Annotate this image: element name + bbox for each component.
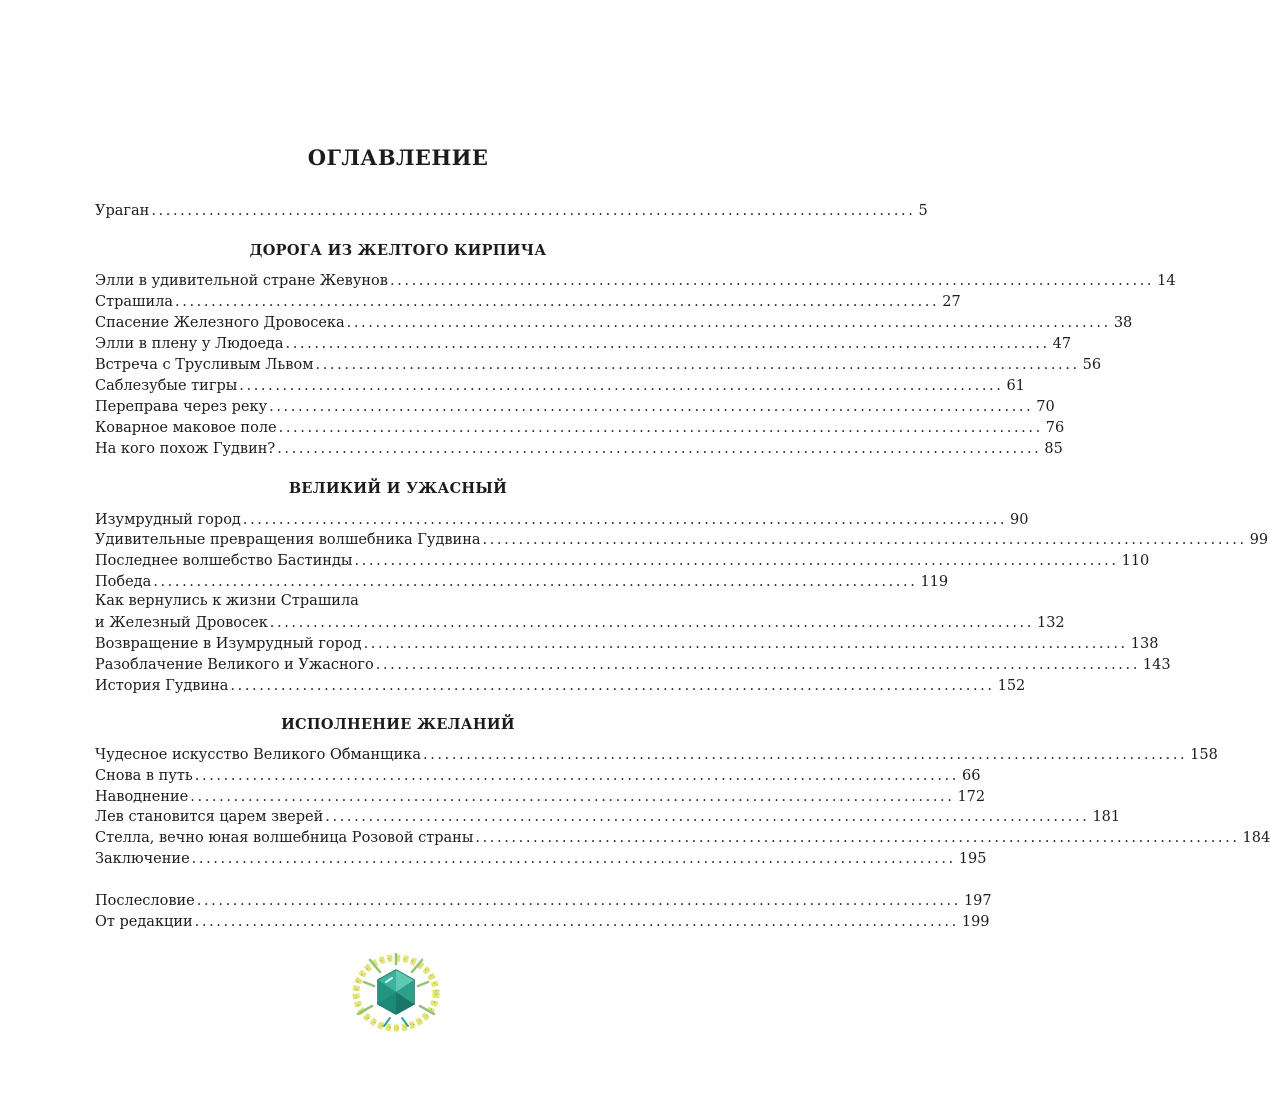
toc-entry-title: История Гудвина xyxy=(95,678,229,694)
dot-leader: .......................................................................................................... xyxy=(269,399,1034,415)
toc-entry-page: 90 xyxy=(1010,512,1029,528)
toc-entry[interactable] xyxy=(95,291,961,312)
toc-entry-title-line1: Как вернулись к жизни Страшила xyxy=(95,593,359,609)
toc-entry-title: Изумрудный город xyxy=(95,512,241,528)
dot-leader: .......................................................................................................... xyxy=(285,336,1050,352)
emerald-gem xyxy=(378,970,414,1014)
toc-entry[interactable] xyxy=(95,848,987,869)
toc-entry-title: Наводнение xyxy=(95,789,189,805)
toc-entry[interactable] xyxy=(95,417,1065,438)
toc-entry[interactable] xyxy=(95,744,1218,765)
toc-entry-page: 27 xyxy=(942,294,961,310)
toc-entry-page: 138 xyxy=(1130,636,1159,652)
toc-entry[interactable] xyxy=(95,375,1025,396)
dot-leader: .......................................................................................................... xyxy=(363,636,1128,652)
toc-entry-page: 110 xyxy=(1121,553,1150,569)
dot-leader: .......................................................................................................... xyxy=(151,203,916,219)
toc-entry-page: 158 xyxy=(1190,747,1218,763)
toc-entry-page: 99 xyxy=(1249,532,1269,548)
dot-leader: .......................................................................................................... xyxy=(194,914,959,930)
toc-entry-title: Спасение Железного Дровосека xyxy=(95,315,345,331)
toc-entry-page: 5 xyxy=(918,203,928,219)
toc-entry[interactable] xyxy=(95,765,981,786)
toc-entry-title: От редакции xyxy=(95,914,193,930)
toc-entry-editorial[interactable] xyxy=(95,911,990,932)
toc-entry-title: Чудесное искусство Великого Обманщика xyxy=(95,747,421,763)
toc-entry-page: 85 xyxy=(1044,441,1063,457)
toc-entry-title: Последнее волшебство Бастинды xyxy=(95,553,353,569)
toc-entry[interactable] xyxy=(95,550,1150,571)
dot-leader: .......................................................................................................... xyxy=(230,678,995,694)
toc-entry-page: 199 xyxy=(961,914,990,930)
toc-entry-title: Послесловие xyxy=(95,893,195,909)
toc-entry-page: 152 xyxy=(997,678,1026,694)
dot-leader: .......................................................................................................... xyxy=(475,830,1240,846)
dot-leader: .......................................................................................................... xyxy=(354,553,1119,569)
toc-entry-title: Элли в плену у Людоеда xyxy=(95,336,284,352)
toc-entry-title: Возвращение в Изумрудный город xyxy=(95,636,362,652)
section-heading: ВЕЛИКИЙ И УЖАСНЫЙ xyxy=(288,480,508,497)
toc-entry-title: Встреча с Трусливым Львом xyxy=(95,357,314,373)
toc-entry-page: 195 xyxy=(958,851,987,867)
dot-leader: .......................................................................................................... xyxy=(196,893,961,909)
section-heading: ИСПОЛНЕНИЕ ЖЕЛАНИЙ xyxy=(281,716,515,733)
toc-entry[interactable] xyxy=(95,354,1102,375)
toc-entry[interactable] xyxy=(95,571,949,592)
toc-entry[interactable] xyxy=(95,333,1072,354)
dot-leader: .......................................................................................................... xyxy=(423,747,1188,763)
toc-entry-title: и Железный Дровосек xyxy=(95,615,268,631)
dot-leader: .......................................................................................................... xyxy=(278,420,1043,436)
toc-entry-page: 66 xyxy=(961,768,981,784)
toc-entry-afterword[interactable] xyxy=(95,890,992,911)
toc-entry[interactable] xyxy=(95,633,1159,654)
dot-leader: .......................................................................................................... xyxy=(191,851,956,867)
dot-leader: .......................................................................................................... xyxy=(190,789,955,805)
dot-leader: .......................................................................................................... xyxy=(389,273,1155,289)
dot-leader: .......................................................................................................... xyxy=(269,615,1034,631)
toc-entry[interactable] xyxy=(95,675,1026,696)
dot-leader: .......................................................................................................... xyxy=(242,512,1008,528)
toc-entry[interactable] xyxy=(95,438,1063,459)
dot-leader: .......................................................................................................... xyxy=(375,657,1140,673)
toc-entry-title: Стелла, вечно юная волшебница Розовой страны xyxy=(95,830,474,846)
toc-entry[interactable] xyxy=(95,270,1176,291)
toc-entry-title: Разоблачение Великого и Ужасного xyxy=(95,657,374,673)
toc-entry[interactable] xyxy=(95,827,1270,848)
section-heading: ДОРОГА ИЗ ЖЕЛТОГО КИРПИЧА xyxy=(249,242,547,259)
toc-entry[interactable] xyxy=(95,529,1269,550)
toc-entry-page: 184 xyxy=(1242,830,1270,846)
toc-entry[interactable] xyxy=(95,312,1133,333)
toc-entry-page: 61 xyxy=(1006,378,1025,394)
dot-leader: .......................................................................................................... xyxy=(153,574,918,590)
toc-entry-page: 197 xyxy=(963,893,992,909)
toc-entry-title: На кого похож Гудвин? xyxy=(95,441,276,457)
toc-entry-page: 14 xyxy=(1157,273,1176,289)
toc-entry-title: Победа xyxy=(95,574,152,590)
toc-entry-page: 70 xyxy=(1036,399,1055,415)
toc-entry-title: Коварное маковое поле xyxy=(95,420,277,436)
toc-entry-uragan[interactable] xyxy=(95,200,928,221)
dot-leader: .......................................................................................................... xyxy=(175,294,940,310)
toc-entry-title: Удивительные превращения волшебника Гудвина xyxy=(95,532,481,548)
toc-entry[interactable] xyxy=(95,786,986,807)
toc-entry-page: 172 xyxy=(957,789,986,805)
toc-entry[interactable] xyxy=(95,396,1055,417)
dot-leader: .......................................................................................................... xyxy=(325,809,1090,825)
toc-entry-title: Заключение xyxy=(95,851,190,867)
toc-entry-title: Снова в путь xyxy=(95,768,193,784)
dot-leader: .......................................................................................................... xyxy=(194,768,959,784)
toc-entry-title: Саблезубые тигры xyxy=(95,378,238,394)
toc-entry-page: 132 xyxy=(1036,615,1065,631)
dot-leader: .......................................................................................................... xyxy=(482,532,1247,548)
toc-entry-title: Лев становится царем зверей xyxy=(95,809,324,825)
toc-entry[interactable] xyxy=(95,806,1121,827)
toc-entry-title: Страшила xyxy=(95,294,174,310)
toc-entry-page: 56 xyxy=(1082,357,1102,373)
dot-leader: .......................................................................................................... xyxy=(346,315,1111,331)
toc-entry[interactable] xyxy=(95,612,1065,633)
dot-leader: .......................................................................................................... xyxy=(315,357,1080,373)
emerald-ornament-icon xyxy=(350,952,442,1034)
toc-entry-title: Переправа через реку xyxy=(95,399,268,415)
page-title: ОГЛАВЛЕНИЕ xyxy=(307,145,489,171)
toc-entry-page: 143 xyxy=(1142,657,1171,673)
toc-entry-title: Ураган xyxy=(95,203,150,219)
toc-entry-page: 119 xyxy=(920,574,949,590)
toc-entry[interactable] xyxy=(95,509,1029,530)
toc-entry-page: 47 xyxy=(1052,336,1072,352)
toc-entry[interactable] xyxy=(95,654,1171,675)
toc-entry-page: 76 xyxy=(1045,420,1065,436)
dot-leader: .......................................................................................................... xyxy=(277,441,1042,457)
toc-entry-page: 181 xyxy=(1092,809,1121,825)
toc-entry-title: Элли в удивительной стране Жевунов xyxy=(95,273,388,289)
dot-leader: .......................................................................................................... xyxy=(239,378,1004,394)
toc-entry-page: 38 xyxy=(1113,315,1133,331)
